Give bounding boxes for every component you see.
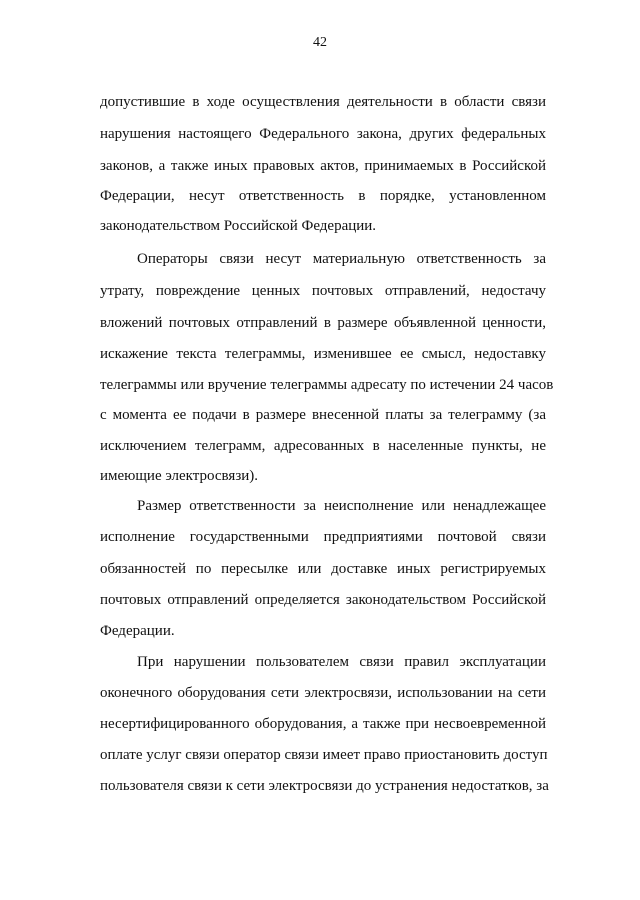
text-line: искажение текста телеграммы, изменившее ее смысл, недоставку bbox=[100, 346, 546, 362]
page-number: 42 bbox=[313, 35, 327, 50]
text-line: допустившие в ходе осуществления деятельности в области связи bbox=[100, 94, 546, 110]
text-line: почтовых отправлений определяется законодательством Российской bbox=[100, 592, 546, 608]
text-line: имеющие электросвязи). bbox=[100, 468, 259, 484]
text-line: исполнение государственными предприятиями почтовой связи bbox=[100, 529, 546, 545]
text-line: оплате услуг связи оператор связи имеет право приостановить доступ bbox=[100, 747, 548, 763]
text-line: исключением телеграмм, адресованных в населенные пункты, не bbox=[100, 438, 546, 454]
text-line: несертифицированного оборудования, а также при несвоевременной bbox=[100, 716, 546, 732]
text-line: утрату, повреждение ценных почтовых отправлений, недостачу bbox=[100, 283, 546, 299]
text-line: Операторы связи несут материальную ответственность за bbox=[137, 251, 546, 267]
text-line: оконечного оборудования сети электросвязи, использовании на сети bbox=[100, 685, 546, 701]
text-line: Федерации, несут ответственность в порядке, установленном bbox=[100, 188, 546, 204]
text-line: При нарушении пользователем связи правил эксплуатации bbox=[137, 654, 546, 670]
text-line: с момента ее подачи в размере внесенной платы за телеграмму (за bbox=[100, 407, 546, 423]
text-line: законодательством Российской Федерации. bbox=[100, 218, 377, 234]
text-line: Федерации. bbox=[100, 623, 175, 639]
text-line: телеграммы или вручение телеграммы адресату по истечении 24 часов bbox=[100, 377, 554, 393]
text-line: пользователя связи к сети электросвязи до устранения недостатков, за bbox=[100, 778, 549, 794]
text-line: законов, а также иных правовых актов, принимаемых в Российской bbox=[100, 158, 546, 174]
text-line: обязанностей по пересылке или доставке иных регистрируемых bbox=[100, 561, 546, 577]
text-line: вложений почтовых отправлений в размере объявленной ценности, bbox=[100, 315, 546, 331]
text-line: нарушения настоящего Федерального закона, других федеральных bbox=[100, 126, 546, 142]
text-line: Размер ответственности за неисполнение или ненадлежащее bbox=[137, 498, 546, 514]
